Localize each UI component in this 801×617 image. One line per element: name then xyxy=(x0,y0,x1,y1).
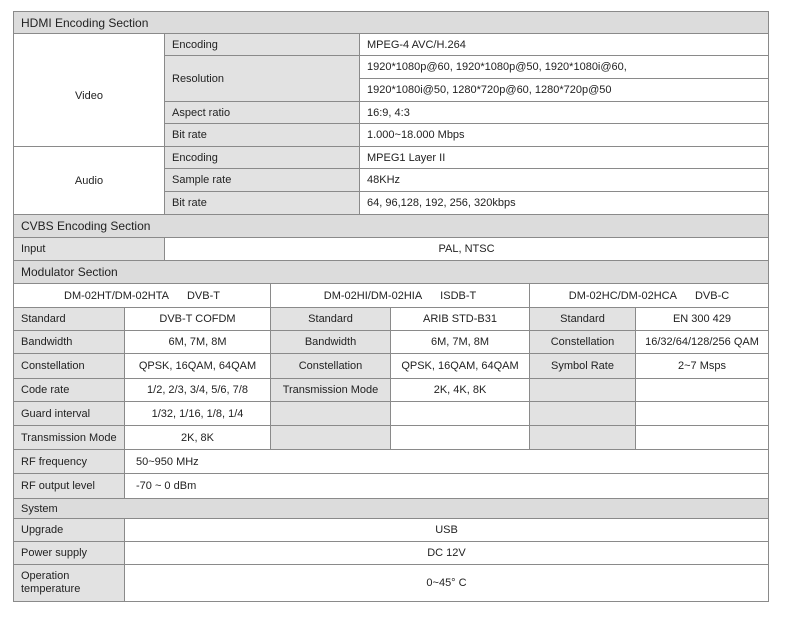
isdbt-standard-value: ARIB STD-B31 xyxy=(390,307,530,331)
dvbc-constellation-value: 16/32/64/128/256 QAM xyxy=(635,330,769,354)
audio-bitrate-label: Bit rate xyxy=(164,191,360,215)
dvbt-guard-label: Guard interval xyxy=(13,401,125,426)
video-encoding-value: MPEG-4 AVC/H.264 xyxy=(359,33,769,56)
aspect-ratio-value: 16:9, 4:3 xyxy=(359,101,769,124)
operation-temperature-value: 0~45° C xyxy=(124,564,769,602)
sample-rate-value: 48KHz xyxy=(359,168,769,192)
isdbt-model-header xyxy=(270,283,530,308)
video-encoding-label: Encoding xyxy=(164,33,360,56)
dvbc-standard-value: EN 300 429 xyxy=(635,307,769,331)
audio-encoding-value: MPEG1 Layer II xyxy=(359,146,769,169)
isdbt-bandwidth-label: Bandwidth xyxy=(270,330,391,354)
dvbt-standard-label: Standard xyxy=(13,307,125,331)
isdbt-empty-cell xyxy=(270,425,391,450)
audio-label: Audio xyxy=(13,146,165,215)
resolution-value-line2: 1920*1080i@50, 1280*720p@60, 1280*720p@50 xyxy=(359,78,769,102)
upgrade-label: Upgrade xyxy=(13,518,125,542)
cvbs-section-header: CVBS Encoding Section xyxy=(13,214,769,238)
isdbt-empty-cell xyxy=(390,401,530,426)
dvbc-empty-cell xyxy=(635,378,769,402)
dvbc-standard-label: Standard xyxy=(529,307,636,331)
isdbt-empty-cell xyxy=(390,425,530,450)
video-bitrate-value: 1.000~18.000 Mbps xyxy=(359,123,769,147)
isdbt-constellation-value: QPSK, 16QAM, 64QAM xyxy=(390,353,530,379)
isdbt-constellation-label: Constellation xyxy=(270,353,391,379)
operation-temperature-label: Operation temperature xyxy=(13,564,125,602)
video-bitrate-label: Bit rate xyxy=(164,123,360,147)
hdmi-section-header: HDMI Encoding Section xyxy=(13,11,769,34)
isdbt-transmission-label: Transmission Mode xyxy=(270,378,391,402)
isdbt-type: ISDB-T xyxy=(440,289,477,302)
rf-output-value: -70 ~ 0 dBm xyxy=(124,473,769,499)
dvbt-bandwidth-label: Bandwidth xyxy=(13,330,125,354)
dvbt-constellation-value: QPSK, 16QAM, 64QAM xyxy=(124,353,271,379)
dvbc-empty-cell xyxy=(635,425,769,450)
resolution-value-line1: 1920*1080p@60, 1920*1080p@50, 1920*1080i@60, xyxy=(359,55,769,79)
isdbt-bandwidth-value: 6M, 7M, 8M xyxy=(390,330,530,354)
audio-encoding-label: Encoding xyxy=(164,146,360,169)
dvbc-empty-cell xyxy=(635,401,769,426)
dvbt-bandwidth-value: 6M, 7M, 8M xyxy=(124,330,271,354)
dvbc-symbol-rate-label: Symbol Rate xyxy=(529,353,636,379)
cvbs-input-value: PAL, NTSC xyxy=(164,237,769,261)
isdbt-model: DM-02HI/DM-02HIA xyxy=(323,289,423,302)
isdbt-empty-cell xyxy=(270,401,391,426)
dvbc-empty-cell xyxy=(529,401,636,426)
upgrade-value: USB xyxy=(124,518,769,542)
dvbt-constellation-label: Constellation xyxy=(13,353,125,379)
dvbt-model-header xyxy=(13,283,271,308)
modulator-section-header: Modulator Section xyxy=(13,260,769,284)
dvbt-transmission-value: 2K, 8K xyxy=(124,425,271,450)
power-supply-label: Power supply xyxy=(13,541,125,565)
rf-frequency-label: RF frequency xyxy=(13,449,125,474)
dvbc-constellation-label: Constellation xyxy=(529,330,636,354)
cvbs-input-label: Input xyxy=(13,237,165,261)
dvbc-type: DVB-C xyxy=(694,289,730,302)
video-label: Video xyxy=(13,33,165,158)
resolution-label: Resolution xyxy=(164,55,360,102)
dvbc-empty-cell xyxy=(529,425,636,450)
power-supply-value: DC 12V xyxy=(124,541,769,565)
dvbt-model: DM-02HT/DM-02HTA xyxy=(64,289,169,302)
dvbt-transmission-label: Transmission Mode xyxy=(13,425,125,450)
dvbt-standard-value: DVB-T COFDM xyxy=(124,307,271,331)
dvbt-guard-value: 1/32, 1/16, 1/8, 1/4 xyxy=(124,401,271,426)
sample-rate-label: Sample rate xyxy=(164,168,360,192)
spec-table xyxy=(13,11,769,602)
isdbt-standard-label: Standard xyxy=(270,307,391,331)
dvbc-symbol-rate-value: 2~7 Msps xyxy=(635,353,769,379)
aspect-ratio-label: Aspect ratio xyxy=(164,101,360,124)
dvbt-coderate-label: Code rate xyxy=(13,378,125,402)
dvbc-model-header xyxy=(529,283,769,308)
system-section-header: System xyxy=(13,498,769,519)
dvbc-model: DM-02HC/DM-02HCA xyxy=(568,289,677,302)
rf-output-label: RF output level xyxy=(13,473,125,499)
isdbt-transmission-value: 2K, 4K, 8K xyxy=(390,378,530,402)
audio-bitrate-value: 64, 96,128, 192, 256, 320kbps xyxy=(359,191,769,215)
dvbc-empty-cell xyxy=(529,378,636,402)
rf-frequency-value: 50~950 MHz xyxy=(124,449,769,474)
dvbt-type: DVB-T xyxy=(186,289,220,302)
dvbt-coderate-value: 1/2, 2/3, 3/4, 5/6, 7/8 xyxy=(124,378,271,402)
